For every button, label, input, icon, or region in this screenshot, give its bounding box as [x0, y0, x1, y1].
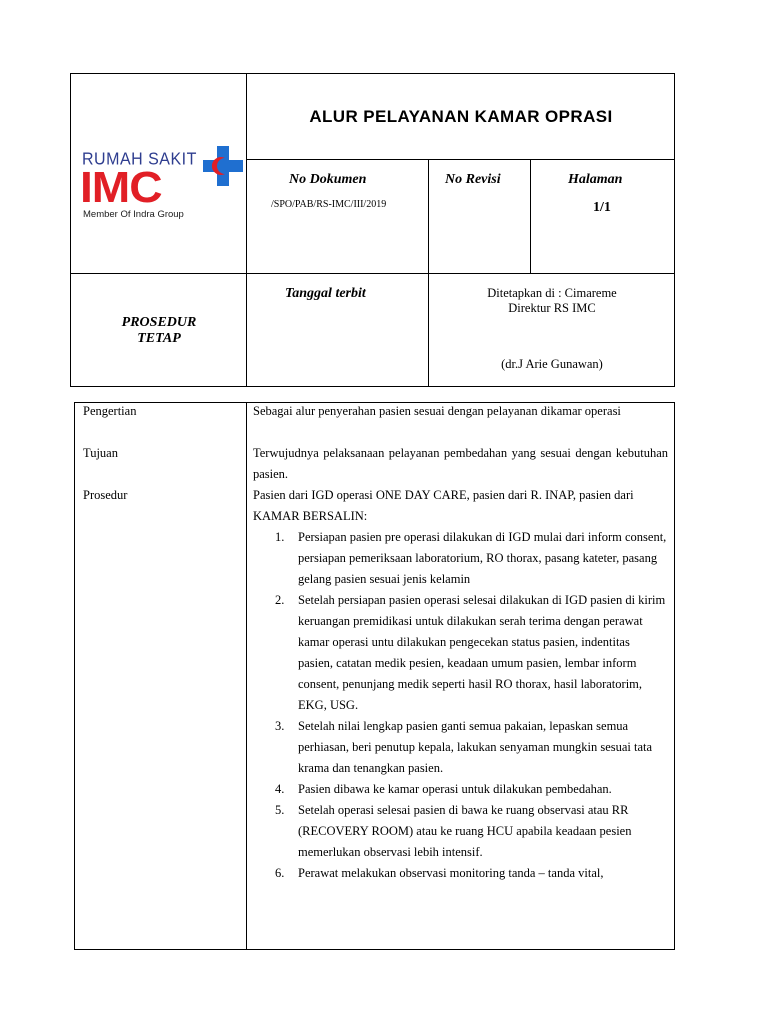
step-number: 3. [275, 719, 285, 733]
no-revisi-label: No Revisi [445, 172, 501, 187]
procedure-step [253, 800, 668, 863]
procedure-step [253, 590, 668, 716]
tujuan-label: Tujuan [83, 446, 118, 460]
step-text: Persiapan pasien pre operasi dilakukan di IGD mulai dari inform consent, persiapan pemeriksaan laboratorium, RO thorax, pasang kateter, pasang gelang pasien sesuai jenis kelamin [298, 530, 667, 586]
ditetapkan-position: Direktur RS IMC [508, 301, 596, 315]
logo-sub-text: Member Of Indra Group [83, 209, 184, 220]
step-text: Perawat melakukan observasi monitoring tanda – tanda vital, [298, 866, 604, 880]
logo-top-text: RUMAH SAKIT [82, 150, 197, 169]
step-number: 6. [275, 866, 285, 880]
step-number: 5. [275, 803, 285, 817]
procedure-step [253, 716, 668, 779]
step-number: 4. [275, 782, 285, 796]
step-text: Setelah persiapan pasien operasi selesai dilakukan di IGD pasien di kirim keruangan premidikasi untuk dilakukan serah terima dengan perawat kamar operasi untu dilakukan pengecekan status pasien, indentitas pasien, catatan medik pesien, keadaan umum pasien, lembar inform consent, penunjang medik seperti hasil RO thorax, hasil laboratorim, EKG, USG. [298, 593, 666, 712]
step-text: Setelah nilai lengkap pasien ganti semua pakaian, lepaskan semua perhiasan, beri penutup kepala, lakukan senyaman mungkin sesuai tata krama dan tenangkan pasien. [298, 719, 653, 775]
procedure-step [253, 779, 668, 800]
step-text: Setelah operasi selesai pasien di bawa ke ruang observasi atau RR (RECOVERY ROOM) atau ke ruang HCU apabila keadaan pesien memerlukan observasi lebih intensif. [298, 803, 632, 859]
no-dokumen-value: /SPO/PAB/RS-IMC/III/2019 [271, 199, 387, 210]
prosedur-tetap-label [71, 274, 247, 387]
document-title: ALUR PELAYANAN KAMAR OPRASI [309, 107, 613, 126]
procedure-step [253, 527, 668, 590]
document-header-table [70, 73, 675, 387]
header-divider [246, 273, 674, 274]
header-divider [428, 159, 429, 386]
procedure-content-table [74, 402, 675, 950]
step-number: 1. [275, 530, 285, 544]
prosedur-tetap-text: PROSEDUR TETAP [121, 314, 197, 346]
procedure-steps-list [253, 527, 668, 884]
step-text: Pasien dibawa ke kamar operasi untuk dilakukan pembedahan. [298, 782, 612, 796]
signer-name: (dr.J Arie Gunawan) [501, 357, 603, 371]
procedure-step [253, 863, 668, 884]
halaman-label: Halaman [568, 172, 623, 187]
halaman-value: 1/1 [593, 200, 611, 215]
medical-cross-icon [201, 144, 245, 188]
hospital-logo [71, 74, 247, 274]
ditetapkan-location: Ditetapkan di : Cimareme [487, 286, 617, 300]
tujuan-text: Terwujudnya pelaksanaan pelayanan pembedahan yang sesuai dengan kebutuhan pasien. [253, 446, 668, 481]
step-number: 2. [275, 593, 285, 607]
ditetapkan-block [429, 286, 675, 316]
pengertian-label: Pengertian [83, 404, 137, 418]
prosedur-label: Prosedur [83, 488, 128, 502]
content-column-divider [246, 403, 247, 949]
prosedur-intro: Pasien dari IGD operasi ONE DAY CARE, pasien dari R. INAP, pasien dari KAMAR BERSALIN: [253, 488, 634, 523]
header-divider [530, 159, 531, 273]
pengertian-text: Sebagai alur penyerahan pasien sesuai dengan pelayanan dikamar operasi [253, 404, 621, 418]
tanggal-terbit-label: Tanggal terbit [285, 286, 366, 301]
logo-main-text: IMC [80, 163, 162, 212]
no-dokumen-label: No Dokumen [289, 172, 367, 187]
